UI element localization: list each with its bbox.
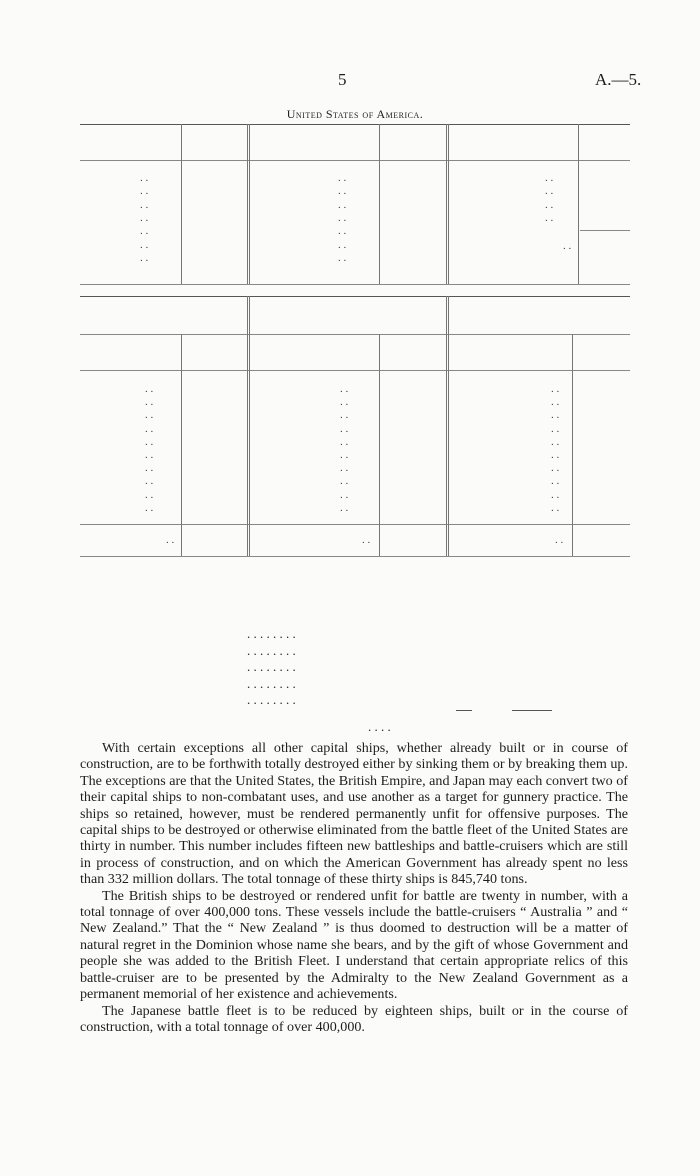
leader-dots: . . bbox=[340, 449, 349, 461]
page-number: 5 bbox=[338, 70, 347, 89]
leader-dots: . . bbox=[340, 435, 349, 448]
leader-dots: . . bbox=[145, 501, 154, 514]
leader-dots: . . . . bbox=[368, 719, 391, 734]
leader-dots: . . bbox=[362, 534, 371, 546]
leader-dots: . . bbox=[338, 225, 347, 238]
leader-dots: . . bbox=[555, 534, 564, 546]
leader-dots: . . . . . . . . bbox=[247, 675, 296, 691]
leader-dots: . . bbox=[551, 409, 560, 422]
leader-dots: . . bbox=[340, 462, 349, 475]
leader-dots: . . . . . . . . bbox=[247, 692, 296, 707]
leader-dots: . . bbox=[338, 238, 347, 251]
column-divider bbox=[181, 334, 182, 556]
leader-dots: . . bbox=[338, 211, 347, 224]
leader-dots: . . bbox=[145, 449, 154, 461]
paragraph: The British ships to be destroyed or rendered unfit for battle are twenty in number, with a total tonnage of over 400,000 tons. These vessels include the battle-cruisers “ Australia ” and “ New Zealand.” That the “ New Zealand ” is thus doomed to destruction will be a matter of natural regret in the Dominion whose name she bears, and by the gift of whose Government and people she was added to the British Fleet. I understand that certain appropriate relics of this battle-cruiser are to be presented by the Admiralty to the New Zealand Government as a permanent memorial of her existence and achievements. bbox=[80, 887, 628, 1003]
leader-dots: . . bbox=[340, 396, 349, 409]
leader-dots: . . bbox=[551, 449, 560, 461]
column-divider bbox=[446, 296, 449, 556]
column-divider bbox=[181, 124, 182, 284]
leader-dots: . . bbox=[145, 462, 154, 475]
leader-dots: . . bbox=[145, 422, 154, 435]
leader-dots: . . bbox=[338, 172, 347, 184]
leader-dots: . . bbox=[545, 172, 554, 184]
rule-line bbox=[80, 296, 630, 297]
leader-dots: . . bbox=[551, 435, 560, 448]
leader-dots: . . bbox=[140, 211, 149, 224]
rule-line bbox=[580, 230, 630, 231]
leader-dots: . . bbox=[340, 409, 349, 422]
leader-dots: . . bbox=[340, 422, 349, 435]
column-divider bbox=[247, 124, 250, 284]
leader-dots: . . bbox=[145, 488, 154, 501]
leader-dots: . . bbox=[551, 396, 560, 409]
leader-dots: . . bbox=[340, 501, 349, 514]
leader-dots: . . bbox=[145, 396, 154, 409]
leader-dots: . . bbox=[140, 238, 149, 251]
leader-dots: . . bbox=[563, 240, 572, 252]
rule-line bbox=[80, 370, 630, 371]
leader-dots: . . bbox=[145, 383, 154, 395]
leader-dots: . . bbox=[338, 251, 347, 264]
leader-dots: . . bbox=[551, 501, 560, 514]
body-text bbox=[80, 740, 628, 1035]
leader-dots: . . bbox=[338, 198, 347, 211]
document-reference: A.—5. bbox=[595, 70, 642, 89]
rule-line bbox=[80, 284, 630, 285]
leader-dots: . . bbox=[145, 409, 154, 422]
paragraph: The Japanese battle fleet is to be reduced by eighteen ships, built or in the course of construction, with a total tonnage of over 400,000. bbox=[80, 1002, 628, 1035]
leader-dots: . . bbox=[166, 534, 175, 546]
leader-dots: . . bbox=[551, 462, 560, 475]
column-divider bbox=[379, 124, 380, 284]
leader-dots: . . bbox=[545, 211, 554, 224]
rule-line bbox=[512, 710, 552, 711]
leader-dots: . . bbox=[140, 251, 149, 264]
leader-dots: . . bbox=[551, 488, 560, 501]
rule-line bbox=[80, 124, 630, 125]
rule-line bbox=[80, 334, 630, 335]
leader-dots: . . bbox=[140, 172, 149, 184]
column-divider bbox=[247, 296, 250, 556]
rule-line bbox=[456, 710, 472, 711]
leader-dots: . . bbox=[145, 435, 154, 448]
leader-dots: . . bbox=[140, 185, 149, 198]
leader-dots: . . . . . . . . bbox=[247, 659, 296, 674]
us-table-title: United States of America. bbox=[286, 107, 424, 121]
leader-dots: . . bbox=[551, 422, 560, 435]
column-divider bbox=[379, 334, 380, 556]
column-divider bbox=[572, 334, 573, 556]
rule-line bbox=[80, 524, 630, 525]
column-divider bbox=[446, 124, 449, 284]
leader-dots: . . bbox=[545, 198, 554, 211]
leader-dots: . . bbox=[545, 185, 554, 198]
leader-dots: . . bbox=[340, 475, 349, 488]
leader-dots: . . . . . . . . bbox=[247, 642, 296, 658]
leader-dots: . . bbox=[340, 383, 349, 395]
leader-dots: . . bbox=[140, 225, 149, 238]
rule-line bbox=[80, 160, 630, 161]
rule-line bbox=[80, 556, 630, 557]
leader-dots: . . bbox=[340, 488, 349, 501]
leader-dots: . . . . . . . . bbox=[247, 626, 296, 641]
leader-dots: . . bbox=[145, 475, 154, 488]
leader-dots: . . bbox=[551, 475, 560, 488]
leader-dots: . . bbox=[338, 185, 347, 198]
leader-dots: . . bbox=[140, 198, 149, 211]
leader-dots: . . bbox=[551, 383, 560, 395]
paragraph: With certain exceptions all other capital ships, whether already built or in course of construction, are to be forthwith totally destroyed either by sinking them or by breaking them up. The exceptions are that the United States, the British Empire, and Japan may each convert two of their capital ships to non-combatant uses, and use another as a target for gunnery practice. The ships so retained, however, must be rendered permanently unfit for offensive purposes. The capital ships to be destroyed or otherwise eliminated from the battle fleet of the United States are thirty in number. This number includes fifteen new battleships and battle-cruisers which are still in process of construction, and on which the American Government has already spent no less than 332 million dollars. The total tonnage of these thirty ships is 845,740 tons. bbox=[80, 740, 628, 888]
column-divider bbox=[578, 124, 579, 284]
